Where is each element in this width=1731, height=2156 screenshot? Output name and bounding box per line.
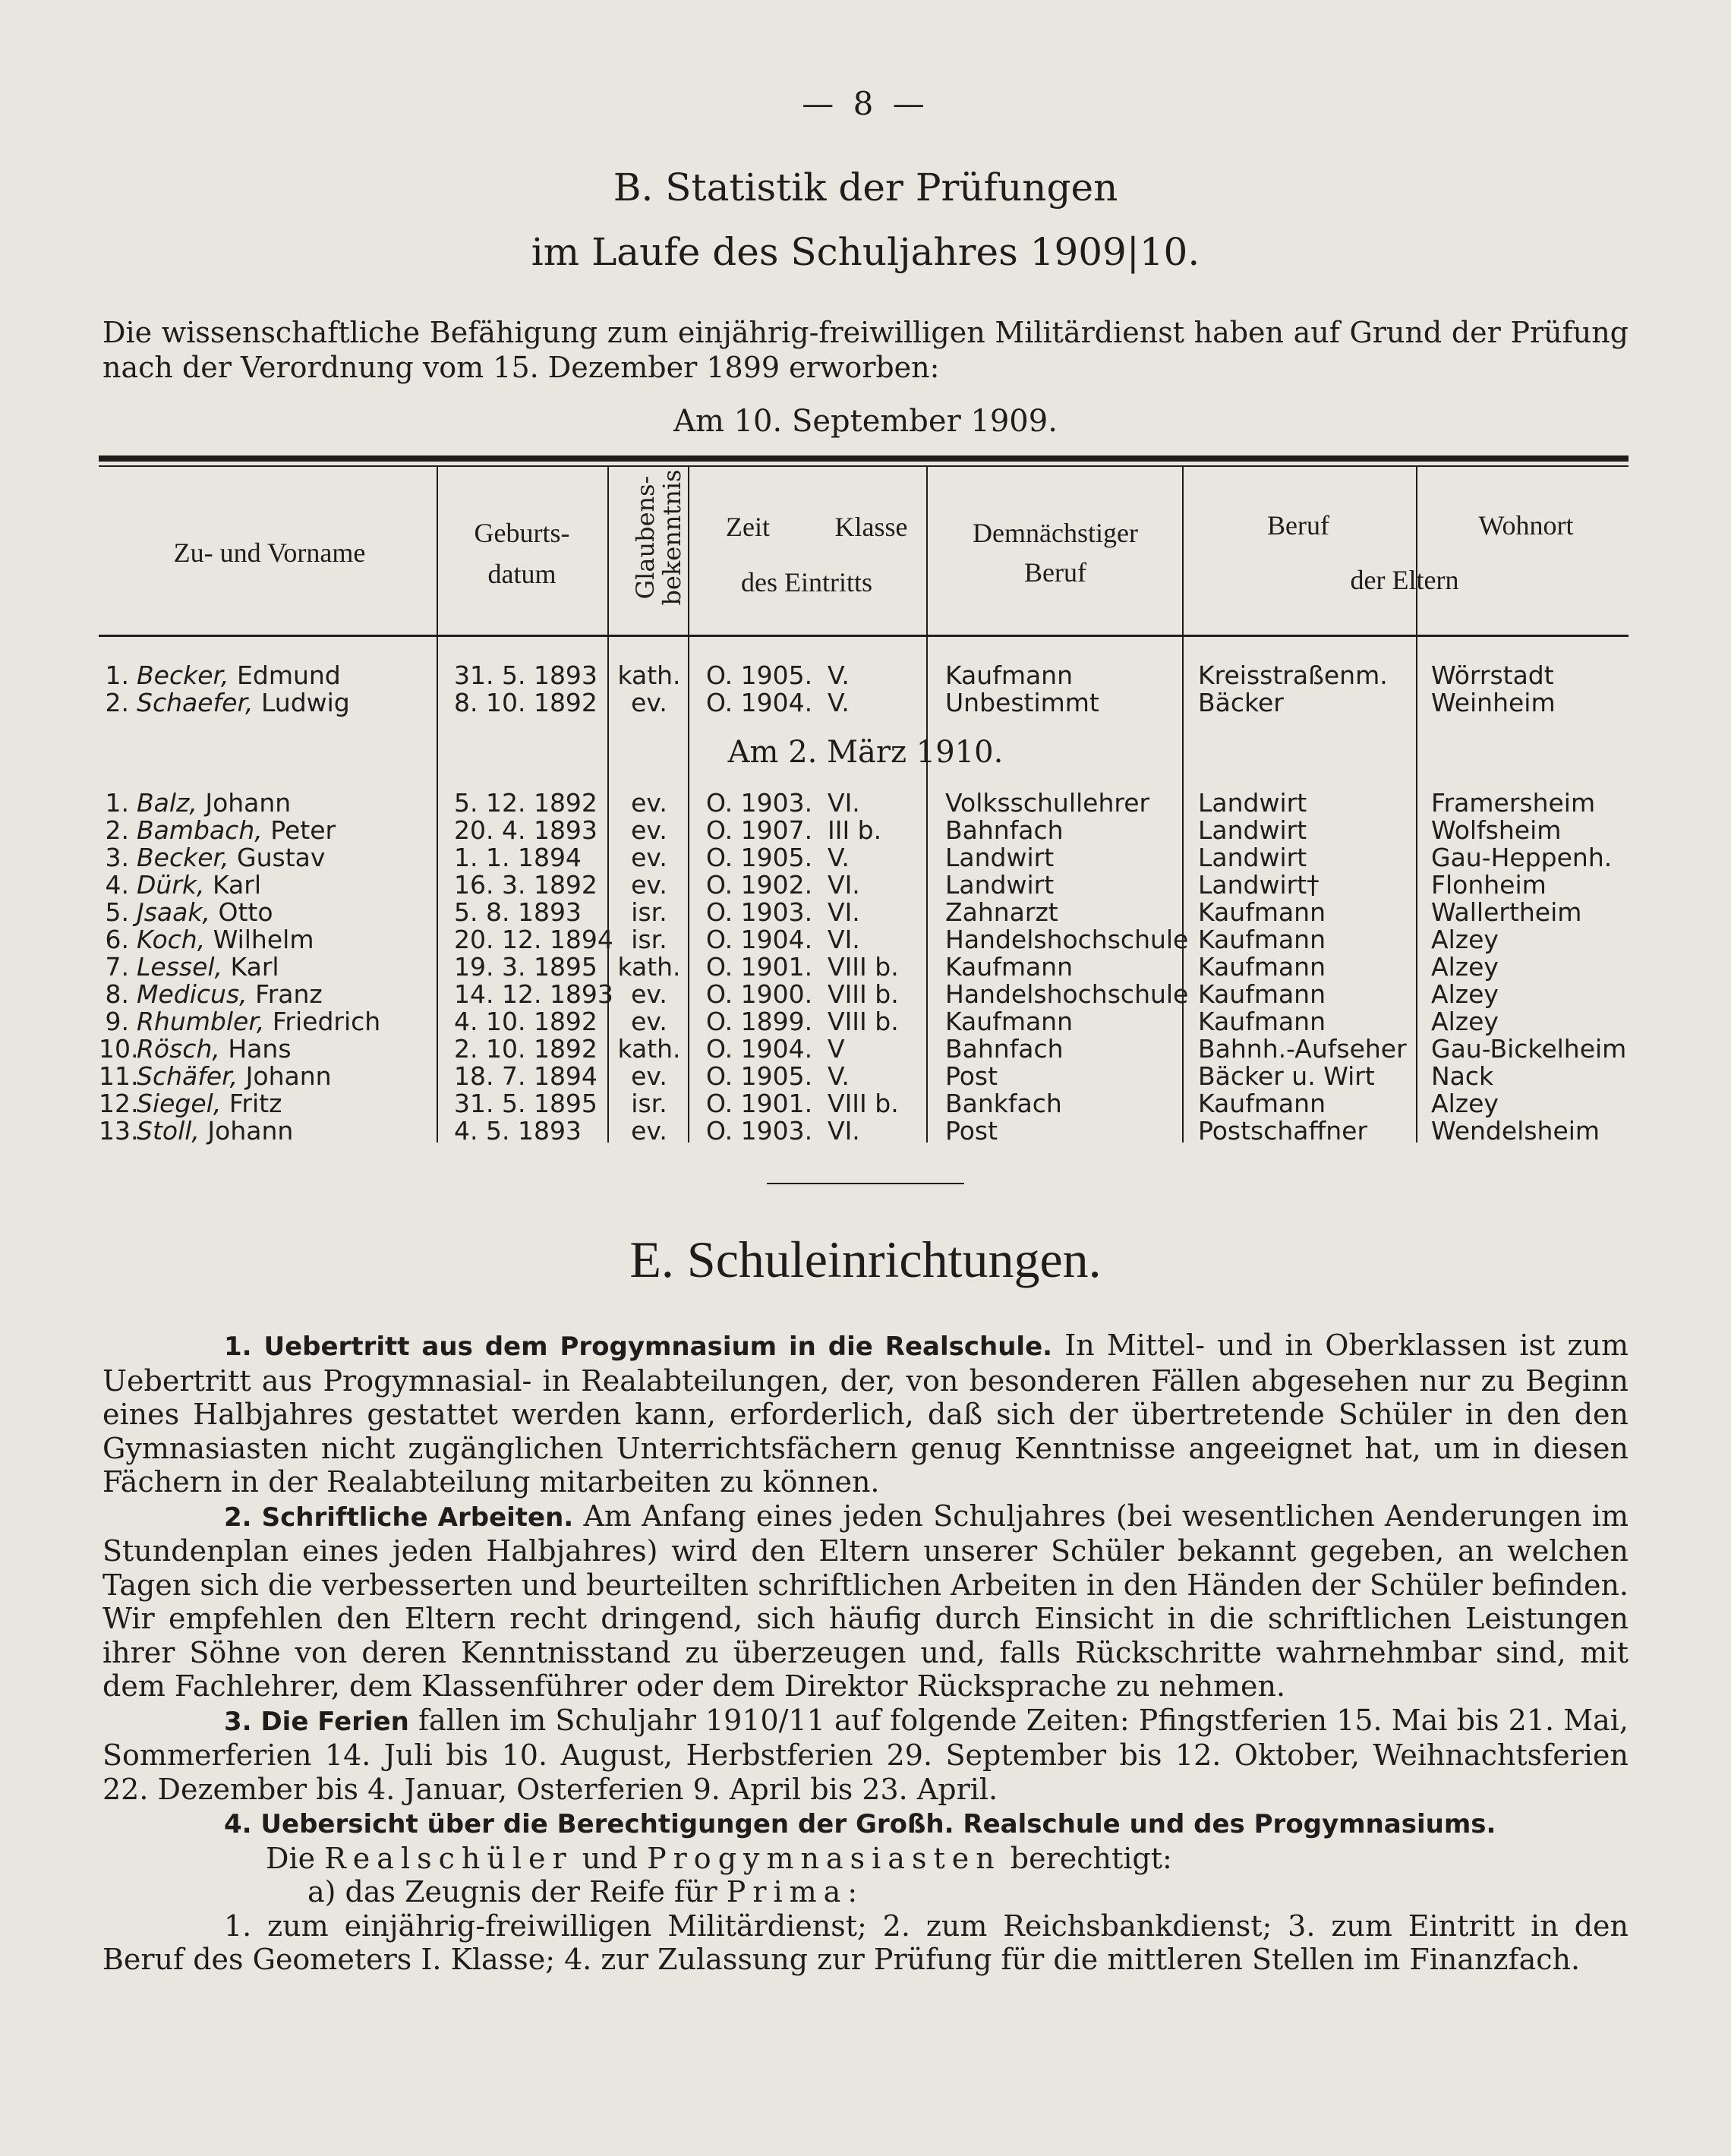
cell-name <box>137 1063 332 1090</box>
cell-eltern-beruf: Kaufmann <box>1198 979 1326 1009</box>
cell-birth: 31. 5. 1895 <box>454 1089 597 1118</box>
header-klasse: Klasse <box>834 512 908 542</box>
cell-last-name: Stoll, <box>137 1116 200 1146</box>
cell-last-name: Bambach, <box>137 815 263 845</box>
cell-wohnort: Wallertheim <box>1431 897 1582 927</box>
table-row <box>99 1117 1640 1145</box>
cell-klasse: V. <box>828 843 850 872</box>
p4-line1-progymnasiasten: Progymnasiasten <box>647 1841 1001 1875</box>
table-row <box>99 817 1640 844</box>
paragraph-1 <box>102 1329 1629 1499</box>
cell-rel: ev. <box>631 688 667 717</box>
table-row <box>99 926 1640 953</box>
cell-eltern-beruf: Kreisstraßenm. <box>1198 660 1388 690</box>
header-zeit: Zeit <box>726 512 770 542</box>
cell-num: 6. <box>105 925 129 954</box>
cell-wohnort: Alzey <box>1431 1089 1499 1118</box>
cell-beruf: Landwirt <box>945 870 1055 900</box>
cell-beruf: Landwirt <box>945 843 1055 872</box>
cell-wohnort: Nack <box>1431 1061 1494 1091</box>
cell-name <box>137 1117 293 1145</box>
cell-first-name: Otto <box>210 897 273 927</box>
cell-wohnort: Framersheim <box>1431 788 1596 818</box>
cell-eltern-beruf: Kaufmann <box>1198 897 1326 927</box>
cell-num: 1. <box>105 660 129 690</box>
cell-eltern-beruf: Kaufmann <box>1198 925 1326 954</box>
cell-zeit: O. 1903. <box>706 788 813 818</box>
table-top-rule-thin <box>99 465 1629 467</box>
cell-zeit: O. 1907. <box>706 815 813 845</box>
paragraph-4-line-2 <box>102 1875 1629 1909</box>
cell-num: 13. <box>99 1116 139 1146</box>
cell-rel: ev. <box>631 979 667 1009</box>
cell-name <box>137 817 336 844</box>
cell-name <box>137 1090 282 1117</box>
cell-last-name: Becker, <box>137 843 229 872</box>
p4-line2-prima: Prima <box>726 1875 848 1909</box>
cell-eltern-beruf: Bahnh.-Aufseher <box>1198 1034 1407 1064</box>
cell-first-name: Karl <box>204 870 262 900</box>
cell-beruf: Kaufmann <box>945 1007 1074 1036</box>
cell-beruf: Bahnfach <box>945 1034 1064 1064</box>
cell-birth: 4. 5. 1893 <box>454 1116 582 1146</box>
page-number: — 8 — <box>802 85 929 122</box>
cell-last-name: Balz, <box>137 788 197 818</box>
cell-first-name: Peter <box>262 815 336 845</box>
paragraph-3 <box>102 1704 1629 1807</box>
cell-num: 2. <box>105 815 129 845</box>
paragraph-4-text: 1. zum einjährig-freiwilligen Militärdienst; 2. zum Reichsbankdienst; 3. zum Eintritt in den Beruf des Geometers I. Klasse; 4. zur Zulassung zur Prüfung für die mittleren Stellen im Finanzfach. <box>102 1909 1629 1976</box>
cell-klasse: VI. <box>828 925 860 954</box>
paragraph-2-text: Am Anfang eines jeden Schuljahres (bei wesentlichen Aenderungen im Stundenplan eines jeden Halbjahres) wird den Eltern unserer Schüler bekannt gegeben, an welchen Tagen sich die verbesserten und beurteilten schriftlichen Arbeiten in den Händen der Schüler befinden. Wir empfehlen den Eltern recht dringend, sich häufig durch Einsicht in die schriftlichen Leistungen ihrer Söhne von deren Kenntnisstand zu überzeugen und, falls Rückschritte wahrnehmbar sind, mit dem Fachlehrer, dem Klassenführer oder dem Direktor Rücksprache zu nehmen. <box>102 1499 1629 1703</box>
p4-line1-c: und <box>572 1841 648 1875</box>
header-eintritt: des Eintritts <box>741 567 872 597</box>
table-row <box>99 1008 1640 1035</box>
p4-line1-realschueler: Realschüler <box>324 1841 573 1875</box>
header-beruf-1: Demnächstiger <box>973 518 1138 548</box>
paragraph-4 <box>102 1806 1629 1842</box>
cell-eltern-beruf: Landwirt <box>1198 788 1307 818</box>
cell-num: 1. <box>105 788 129 818</box>
cell-zeit: O. 1905. <box>706 1061 813 1091</box>
cell-rel: ev. <box>631 788 667 818</box>
header-birth-2: datum <box>487 559 557 589</box>
cell-eltern-beruf: Bäcker <box>1198 688 1284 717</box>
cell-birth: 5. 12. 1892 <box>454 788 597 818</box>
cell-name <box>137 790 291 817</box>
cell-klasse: III b. <box>828 815 882 845</box>
cell-klasse: VIII b. <box>828 979 899 1009</box>
header-birth-1: Geburts- <box>474 518 570 548</box>
cell-beruf: Bahnfach <box>945 815 1064 845</box>
cell-last-name: Becker, <box>137 660 229 690</box>
cell-birth: 16. 3. 1892 <box>454 870 597 900</box>
cell-beruf: Zahnarzt <box>945 897 1058 927</box>
cell-num: 9. <box>105 1007 129 1036</box>
cell-zeit: O. 1905. <box>706 843 813 872</box>
cell-last-name: Jsaak, <box>137 897 210 927</box>
cell-rel: kath. <box>617 952 681 982</box>
table-row <box>99 844 1640 872</box>
session-date-1: Am 10. September 1909. <box>673 404 1058 439</box>
cell-rel: ev. <box>631 815 667 845</box>
section-b-title: B. Statistik der Prüfungen <box>613 165 1118 210</box>
cell-wohnort: Wörrstadt <box>1431 660 1554 690</box>
cell-birth: 18. 7. 1894 <box>454 1061 597 1091</box>
cell-first-name: Gustav <box>229 843 326 872</box>
table-row <box>99 662 1640 689</box>
cell-name <box>137 1008 380 1035</box>
cell-beruf: Handelshochschule <box>945 925 1189 954</box>
cell-first-name: Friedrich <box>264 1007 381 1036</box>
cell-klasse: VIII b. <box>828 1007 899 1036</box>
cell-wohnort: Wolfsheim <box>1431 815 1562 845</box>
cell-first-name: Franz <box>247 979 323 1009</box>
cell-name <box>137 1035 292 1063</box>
cell-klasse: V. <box>828 1061 850 1091</box>
cell-wohnort: Alzey <box>1431 925 1499 954</box>
cell-num: 5. <box>105 897 129 927</box>
cell-beruf: Kaufmann <box>945 952 1074 982</box>
cell-eltern-beruf: Landwirt <box>1198 815 1307 845</box>
cell-num: 12. <box>99 1089 139 1118</box>
cell-beruf: Volksschullehrer <box>945 788 1150 818</box>
cell-zeit: O. 1904. <box>706 1034 813 1064</box>
header-name: Zu- und Vorname <box>173 537 366 568</box>
cell-beruf: Post <box>945 1116 998 1146</box>
paragraph-3-text: fallen im Schuljahr 1910/11 auf folgende Zeiten: Pfingstferien 15. Mai bis 21. Mai, Sommerferien 14. Juli bis 10. August, Herbstferien 29. September bis 12. Oktober, Weihnachtsferien 22. Dezember bis 4. Januar, Osterferien 9. April bis 23. April. <box>102 1703 1629 1806</box>
cell-rel: kath. <box>617 1034 681 1064</box>
cell-first-name: Johann <box>238 1061 332 1091</box>
header-eltern: der Eltern <box>1350 565 1459 595</box>
header-wohnort: Wohnort <box>1478 510 1574 541</box>
cell-last-name: Schaefer, <box>137 688 254 717</box>
cell-eltern-beruf: Kaufmann <box>1198 952 1326 982</box>
cell-zeit: O. 1901. <box>706 1089 813 1118</box>
cell-name <box>137 872 261 899</box>
cell-rel: isr. <box>631 925 667 954</box>
header-religion-2: bekenntnis <box>657 469 686 606</box>
cell-klasse: VIII b. <box>828 1089 899 1118</box>
cell-wohnort: Gau-Bickelheim <box>1431 1034 1627 1064</box>
cell-klasse: VI. <box>828 1116 860 1146</box>
paragraph-3-heading: 3. Die Ferien <box>224 1706 409 1737</box>
table-row <box>99 872 1640 899</box>
paragraph-4-line-1 <box>102 1842 1629 1876</box>
cell-wohnort: Alzey <box>1431 952 1499 982</box>
p4-line1-e: berechtigt: <box>1001 1841 1172 1875</box>
table-row <box>99 689 1640 717</box>
table-row <box>99 899 1640 926</box>
cell-first-name: Karl <box>222 952 279 982</box>
cell-first-name: Johann <box>197 788 292 818</box>
table-row <box>99 1063 1640 1090</box>
cell-birth: 1. 1. 1894 <box>454 843 582 872</box>
cell-birth: 20. 12. 1894 <box>454 925 613 954</box>
cell-last-name: Lessel, <box>137 952 223 982</box>
p4-line2-a: a) das Zeugnis der Reife für <box>307 1875 727 1909</box>
cell-eltern-beruf: Postschaffner <box>1198 1116 1368 1146</box>
cell-birth: 20. 4. 1893 <box>454 815 597 845</box>
p4-line2-c: : <box>847 1875 858 1909</box>
cell-name <box>137 953 279 981</box>
paragraph-1-heading: 1. Uebertritt aus dem Progymnasium in die Realschule. <box>224 1332 1053 1362</box>
cell-first-name: Wilhelm <box>205 925 314 954</box>
cell-eltern-beruf: Kaufmann <box>1198 1007 1326 1036</box>
cell-eltern-beruf: Landwirt† <box>1198 870 1320 900</box>
cell-birth: 31. 5. 1893 <box>454 660 597 690</box>
cell-zeit: O. 1904. <box>706 925 813 954</box>
cell-first-name: Hans <box>219 1034 292 1064</box>
cell-name <box>137 926 314 953</box>
header-religion-1: Glaubens- <box>631 475 660 600</box>
cell-rel: ev. <box>631 843 667 872</box>
section-e-title: E. Schuleinrichtungen. <box>629 1231 1102 1288</box>
cell-first-name: Fritz <box>221 1089 282 1118</box>
table-header-rule <box>99 635 1629 637</box>
cell-num: 10. <box>99 1034 139 1064</box>
cell-klasse: VI. <box>828 870 860 900</box>
cell-num: 8. <box>105 979 129 1009</box>
cell-rel: isr. <box>631 897 667 927</box>
cell-birth: 8. 10. 1892 <box>454 688 597 717</box>
cell-wohnort: Wendelsheim <box>1431 1116 1600 1146</box>
cell-klasse: V. <box>828 688 850 717</box>
cell-birth: 5. 8. 1893 <box>454 897 582 927</box>
cell-name <box>137 844 325 872</box>
cell-klasse: V <box>828 1034 845 1064</box>
cell-wohnort: Alzey <box>1431 1007 1499 1036</box>
cell-zeit: O. 1902. <box>706 870 813 900</box>
cell-birth: 2. 10. 1892 <box>454 1034 597 1064</box>
cell-beruf: Handelshochschule <box>945 979 1189 1009</box>
cell-name <box>137 662 341 689</box>
table-row <box>99 953 1640 981</box>
cell-first-name: Johann <box>199 1116 294 1146</box>
cell-rel: ev. <box>631 1007 667 1036</box>
cell-eltern-beruf: Kaufmann <box>1198 1089 1326 1118</box>
cell-rel: ev. <box>631 1061 667 1091</box>
cell-last-name: Rösch, <box>137 1034 220 1064</box>
cell-name <box>137 689 350 717</box>
cell-birth: 4. 10. 1892 <box>454 1007 597 1036</box>
cell-num: 7. <box>105 952 129 982</box>
cell-name <box>137 899 273 926</box>
table-row <box>99 1090 1640 1117</box>
cell-last-name: Koch, <box>137 925 206 954</box>
cell-birth: 19. 3. 1895 <box>454 952 597 982</box>
cell-last-name: Schäfer, <box>137 1061 238 1091</box>
cell-wohnort: Alzey <box>1431 979 1499 1009</box>
cell-beruf: Bankfach <box>945 1089 1062 1118</box>
cell-beruf: Post <box>945 1061 998 1091</box>
cell-last-name: Rhumbler, <box>137 1007 265 1036</box>
session-date-2: Am 2. März 1910. <box>727 735 1004 770</box>
cell-num: 11. <box>99 1061 139 1091</box>
cell-rel: ev. <box>631 870 667 900</box>
cell-birth: 14. 12. 1893 <box>454 979 613 1009</box>
cell-rel: ev. <box>631 1116 667 1146</box>
cell-beruf: Unbestimmt <box>945 688 1099 717</box>
cell-wohnort: Weinheim <box>1431 688 1556 717</box>
cell-num: 3. <box>105 843 129 872</box>
p4-line1-a: Die <box>266 1841 325 1875</box>
cell-zeit: O. 1903. <box>706 1116 813 1146</box>
cell-klasse: VI. <box>828 788 860 818</box>
table-row <box>99 1035 1640 1063</box>
paragraph-4-heading: 4. Uebersicht über die Berechtigungen der Großh. Realschule und des Progymnasiums. <box>224 1809 1496 1839</box>
paragraph-2 <box>102 1499 1629 1704</box>
paragraph-2-heading: 2. Schriftliche Arbeiten. <box>224 1502 574 1533</box>
cell-zeit: O. 1903. <box>706 897 813 927</box>
cell-name <box>137 981 323 1008</box>
cell-rel: kath. <box>617 660 681 690</box>
cell-zeit: O. 1899. <box>706 1007 813 1036</box>
cell-wohnort: Flonheim <box>1431 870 1547 900</box>
cell-num: 2. <box>105 688 129 717</box>
section-divider <box>767 1183 964 1184</box>
section-b-subtitle: im Laufe des Schuljahres 1909|10. <box>531 230 1200 274</box>
table-row <box>99 790 1640 817</box>
intro-paragraph: Die wissenschaftliche Befähigung zum einjährig-freiwilligen Militärdienst haben auf Grund der Prüfung nach der Verordnung vom 15. Dezember 1899 erworben: <box>102 316 1629 384</box>
cell-wohnort: Gau-Heppenh. <box>1431 843 1613 872</box>
cell-last-name: Dürk, <box>137 870 205 900</box>
cell-first-name: Ludwig <box>253 688 350 717</box>
cell-zeit: O. 1901. <box>706 952 813 982</box>
cell-klasse: VI. <box>828 897 860 927</box>
cell-rel: isr. <box>631 1089 667 1118</box>
section-e-body <box>102 1329 1629 1977</box>
cell-klasse: V. <box>828 660 850 690</box>
cell-first-name: Edmund <box>229 660 341 690</box>
cell-last-name: Siegel, <box>137 1089 222 1118</box>
table-top-rule <box>99 455 1629 462</box>
header-beruf-2: Beruf <box>1024 557 1086 588</box>
cell-zeit: O. 1905. <box>706 660 813 690</box>
cell-eltern-beruf: Landwirt <box>1198 843 1307 872</box>
cell-klasse: VIII b. <box>828 952 899 982</box>
cell-last-name: Medicus, <box>137 979 248 1009</box>
cell-zeit: O. 1900. <box>706 979 813 1009</box>
header-eltern-beruf: Beruf <box>1267 510 1329 541</box>
cell-eltern-beruf: Bäcker u. Wirt <box>1198 1061 1375 1091</box>
cell-beruf: Kaufmann <box>945 660 1074 690</box>
paragraph-1-text: In Mittel- und in Oberklassen ist zum Uebertritt aus Progymnasial- in Realabteilungen, der, von besonderen Fällen abgesehen nur zu Beginn eines Halbjahres gestattet werden kann, erforderlich, daß sich der übertretende Schüler in den den Gymnasiasten nicht zugänglichen Unterrichtsfächern genug Kenntnisse angeeignet hat, um in diesen Fächern in der Realabteilung mitarbeiten zu können. <box>102 1329 1629 1499</box>
table-row <box>99 981 1640 1008</box>
cell-zeit: O. 1904. <box>706 688 813 717</box>
cell-num: 4. <box>105 870 129 900</box>
